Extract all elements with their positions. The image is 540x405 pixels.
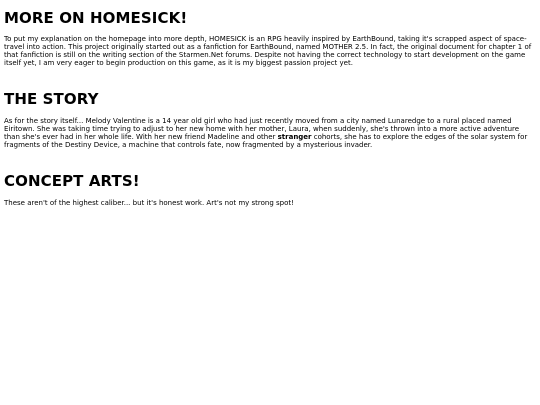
section-body-more-on-homesick: To put my explanation on the homepage into more depth, HOMESICK is an RPG heavily inspired by EarthBound, taking it's scrapped aspect of space-travel into action. This project originally started out as a fanfiction for EarthBound, named MOTHER 2.5. In fact, the original document for chapter 1 of that fanfiction is still on the writing section of the Starmen.Net forums. Despite not having the correct technology to start development on the game itself yet, I am very eager to begin production on this game, as it is my biggest passion project yet. <box>4 35 532 67</box>
story-text-before: As for the story itself... Melody Valentine is a 14 year old girl who had just recently moved from a city named Lunaredge to a rural placed named Eiritown. She was taking time trying to adjust to her new home with her mother, Laura, when suddenly, she's thrown into a more active adventure than she's ever had in her whole life. With her new friend Madeline and other <box>4 117 520 141</box>
story-text-bold: stranger <box>277 133 312 141</box>
section-body-concept-arts: These aren't of the highest caliber... but it's honest work. Art's not my strong spot! <box>4 199 294 207</box>
section-body-the-story <box>4 117 534 149</box>
section-title-the-story: THE STORY <box>4 90 99 108</box>
section-title-concept-arts: CONCEPT ARTS! <box>4 172 140 190</box>
story-text-after: cohorts, she has to explore the edges of the solar system for fragments of the Destiny Device, a machine that controls fate, now fragmented by a mysterious invader. <box>4 133 528 149</box>
section-title-more-on-homesick: MORE ON HOMESICK! <box>4 9 188 27</box>
